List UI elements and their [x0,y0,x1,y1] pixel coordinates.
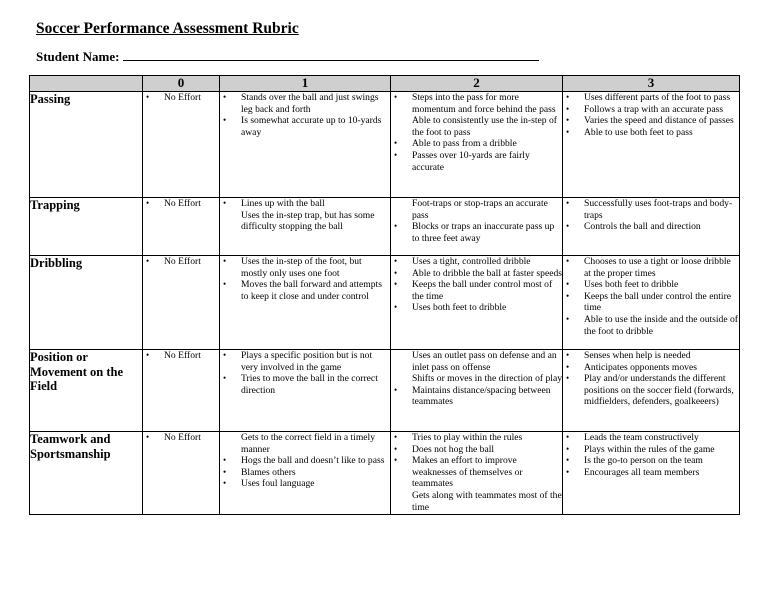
score-2-cell [391,198,563,256]
criterion-item: • Anticipates opponents moves [563,362,739,374]
student-name-field [36,48,539,65]
criteria-list [220,198,390,233]
criteria-list [391,432,562,513]
rubric-row [30,432,740,515]
criterion-item: • No Effort [143,92,219,104]
criteria-list [391,92,562,173]
criterion-item: • Blames others [220,467,390,479]
header-score-2: 2 [391,76,563,92]
score-0-cell [143,350,220,432]
criteria-list [563,256,739,337]
header-score-1: 1 [220,76,391,92]
header-row [30,76,740,92]
criteria-list [220,256,390,302]
criteria-list [563,198,739,233]
criterion-item: • Lines up with the ball [220,198,390,210]
score-1-cell [220,432,391,515]
category-label: Teamwork and Sportsmanship [30,432,143,515]
score-2-cell [391,256,563,350]
criterion-item: Able to consistently use the in-step of the foot to pass [412,115,557,138]
category-label: Trapping [30,198,143,256]
criterion-item: • Uses different parts of the foot to pass [563,92,739,104]
criterion-item: • Keeps the ball under control most of the time [391,279,562,302]
criterion-item: • Uses both feet to dribble [391,302,562,314]
criterion-item: • Keeps the ball under control the entire time [563,291,739,314]
criteria-list [143,256,219,268]
criteria-list [220,350,390,396]
criterion-item: • Is the go-to person on the team [563,455,739,467]
criterion-item: • Makes an effort to improve weaknesses of themselves or teammates [391,455,562,490]
rubric-row [30,198,740,256]
header-score-0: 0 [143,76,220,92]
criterion-item: • Able to dribble the ball at faster speeds [391,268,562,280]
criterion-item: • No Effort [143,198,219,210]
score-0-cell [143,92,220,198]
criterion-item: • Follows a trap with an accurate pass [563,104,739,116]
criteria-list [563,432,739,478]
criterion-item: Foot-traps or stop-traps an accurate pass [412,198,548,221]
criterion-item: • Uses the in-step of the foot, but mostly only uses one foot [220,256,390,279]
rubric-row [30,256,740,350]
score-1-cell [220,92,391,198]
criterion-item: • Uses a tight, controlled dribble [391,256,562,268]
criterion-item: • Successfully uses foot-traps and body-traps [563,198,739,221]
criterion-item: • No Effort [143,350,219,362]
criteria-list [391,350,562,408]
criterion-item: • Plays a specific position but is not very involved in the game [220,350,390,373]
student-name-blank-line [123,48,539,61]
header-blank [30,76,143,92]
criterion-item: • Plays within the rules of the game [563,444,739,456]
score-0-cell [143,198,220,256]
criterion-item: • Stands over the ball and just swings leg back and forth [220,92,390,115]
score-3-cell [563,92,740,198]
score-2-cell [391,432,563,515]
criteria-list [143,350,219,362]
score-0-cell [143,432,220,515]
criteria-list [220,92,390,138]
rubric-row [30,92,740,198]
criterion-item: • Steps into the pass for more momentum and force behind the pass [391,92,562,115]
criterion-item: Gets to the correct field in a timely manner [241,432,375,455]
criterion-item: • Maintains distance/spacing between teammates [391,385,562,408]
score-1-cell [220,256,391,350]
score-1-cell [220,198,391,256]
page-title: Soccer Performance Assessment Rubric [36,20,299,37]
criteria-list [220,432,390,490]
criterion-item: • Tries to move the ball in the correct direction [220,373,390,396]
criterion-item: Uses the in-step trap, but has some difficulty stopping the ball [241,209,375,233]
criterion-item: • Chooses to use a tight or loose dribble at the proper times [563,256,739,279]
score-2-cell [391,350,563,432]
criterion-item: Uses an outlet pass on defense and an inlet pass on offense [412,350,557,373]
category-label: Position or Movement on the Field [30,350,143,432]
criteria-list [143,432,219,444]
criterion-item: • Hogs the ball and doesn’t like to pass [220,455,390,467]
score-3-cell [563,198,740,256]
student-name-label: Student Name: [36,49,120,64]
category-label: Dribbling [30,256,143,350]
score-0-cell [143,256,220,350]
criterion-item: • Play and/or understands the different positions on the soccer field (forwards, midfielders, defenders, goalkeeers) [563,373,739,408]
score-3-cell [563,432,740,515]
criterion-item: • No Effort [143,432,219,444]
criterion-item: • Uses foul language [220,478,390,490]
criterion-item: • Does not hog the ball [391,444,562,456]
criterion-item: • Able to pass from a dribble [391,138,562,150]
criteria-list [391,198,562,244]
criterion-item: • Controls the ball and direction [563,221,739,233]
criterion-item: • Able to use the inside and the outside of the foot to dribble [563,314,739,337]
criterion-item: • Encourages all team members [563,467,739,479]
criterion-item: • Varies the speed and distance of passes [563,115,739,127]
criterion-item: • Uses both feet to dribble [563,279,739,291]
criterion-item: • Senses when help is needed [563,350,739,362]
criterion-item: • Able to use both feet to pass [563,127,739,139]
score-1-cell [220,350,391,432]
score-2-cell [391,92,563,198]
rubric-table [29,75,740,515]
criteria-list [143,198,219,210]
criteria-list [563,350,739,408]
header-score-3: 3 [563,76,740,92]
criterion-item: • Blocks or traps an inaccurate pass up to three feet away [391,221,562,244]
criterion-item: • No Effort [143,256,219,268]
criteria-list [563,92,739,138]
criterion-item: Shifts or moves in the direction of play [412,373,563,385]
score-3-cell [563,350,740,432]
criterion-item: • Tries to play within the rules [391,432,562,444]
criteria-list [143,92,219,104]
rubric-row [30,350,740,432]
score-3-cell [563,256,740,350]
criterion-item: • Leads the team constructively [563,432,739,444]
criterion-item: • Is somewhat accurate up to 10-yards away [220,115,390,138]
criterion-item: • Moves the ball forward and attempts to keep it close and under control [220,279,390,302]
criterion-item: • Passes over 10-yards are fairly accurate [391,150,562,173]
criteria-list [391,256,562,314]
category-label: Passing [30,92,143,198]
criterion-item: Gets along with teammates most of the time [412,489,562,513]
